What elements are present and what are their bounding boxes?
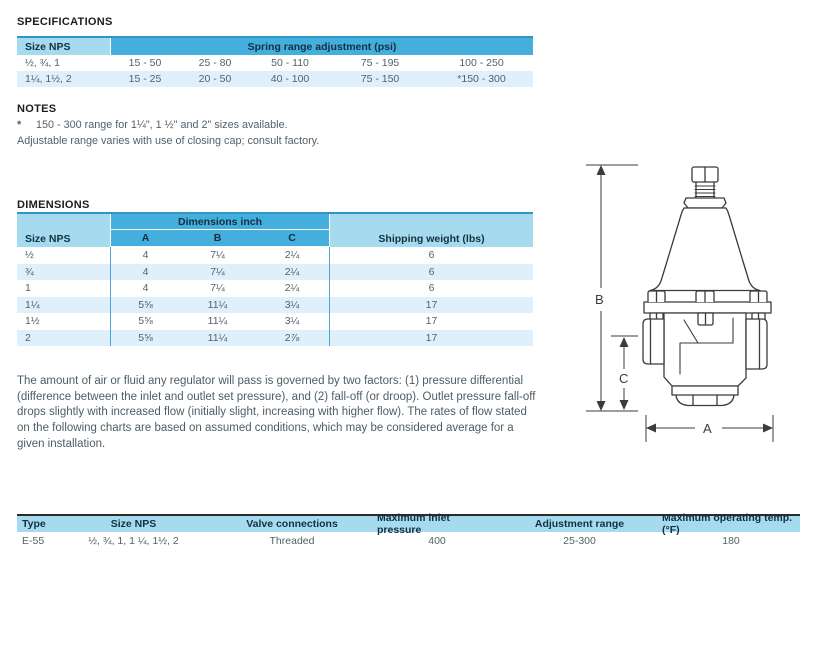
dim-cell-weight: 6 (428, 282, 435, 295)
dim-subheader-b: B (180, 230, 255, 246)
dim-cell-b: 7¼ (210, 265, 225, 278)
note-item (17, 135, 319, 147)
table-row (17, 71, 533, 87)
dim-cell-a: 5⅝ (138, 298, 153, 311)
notes-heading: NOTES (17, 103, 57, 115)
spec-cell-range: *150 - 300 (457, 73, 506, 85)
dim-cell-a: 4 (142, 249, 149, 262)
dimension-label-b: B (595, 292, 604, 307)
table-row (17, 264, 533, 281)
note-text: Adjustable range varies with use of closing cap; consult factory. (17, 135, 320, 147)
model-table (17, 514, 800, 549)
dim-cell-b: 7¼ (210, 249, 225, 262)
dim-cell-c: 3¼ (284, 298, 300, 311)
dim-subheader-c: C (255, 230, 329, 246)
dim-subheader-a: A (111, 230, 180, 246)
dim-cell-c: 2¼ (284, 265, 300, 278)
spec-cell-range: 20 - 50 (198, 73, 232, 85)
dim-cell-a: 5⅝ (138, 315, 153, 328)
dim-cell-weight: 6 (428, 265, 435, 278)
spec-col-size-header: Size NPS (17, 38, 110, 55)
spec-cell-size: ½, ¾, 1 (25, 57, 61, 69)
model-header-adjustment-range: Adjustment range (534, 518, 625, 530)
dim-cell-size: ¾ (25, 265, 34, 278)
dim-cell-c: 2¼ (284, 249, 300, 262)
dim-cell-a: 5⅝ (138, 331, 153, 344)
specifications-header-row (17, 38, 533, 55)
dimensions-header (17, 214, 533, 247)
spec-cell-range: 15 - 50 (128, 57, 162, 69)
valve-dimension-diagram (580, 145, 800, 455)
dimensions-table (17, 212, 533, 346)
dim-cell-size: 1¼ (25, 298, 40, 311)
model-cell-connections: Threaded (269, 534, 315, 547)
dim-cell-size: ½ (25, 249, 34, 262)
spec-span-header: Spring range adjustment (psi) (110, 38, 533, 55)
dimension-label-c: C (619, 371, 629, 386)
dim-group (110, 214, 330, 247)
dim-col-size-header: Size NPS (17, 214, 110, 247)
dimensions-heading: DIMENSIONS (17, 199, 90, 211)
model-header-type: Type (22, 518, 46, 530)
dim-cell-size: 1½ (25, 315, 40, 328)
valve-drawing (643, 167, 771, 406)
model-header-inlet-pressure: Maximum inlet pressure (377, 512, 450, 536)
model-cell-inlet-pressure: 400 (428, 534, 446, 547)
dim-cell-weight: 17 (425, 298, 438, 311)
spec-cell-size: 1¼, 1½, 2 (25, 73, 72, 85)
table-row (17, 297, 533, 314)
dim-cell-b: 11¼ (207, 298, 228, 311)
specifications-heading: SPECIFICATIONS (17, 16, 113, 28)
dim-weight-header: Shipping weight (lbs) (330, 214, 533, 247)
dim-cell-c: 2⅞ (284, 331, 300, 344)
specifications-table (17, 36, 533, 87)
model-header-size: Size NPS (110, 518, 157, 530)
model-cell-type: E-55 (22, 534, 45, 547)
model-cell-max-temp: 180 (722, 534, 740, 547)
dim-cell-size: 2 (25, 331, 31, 344)
dim-group-header: Dimensions inch (111, 214, 329, 230)
dim-cell-c: 2¼ (284, 282, 300, 295)
spec-cell-range: 40 - 100 (270, 73, 310, 85)
note-item (17, 119, 288, 131)
dim-cell-a: 4 (142, 282, 149, 295)
dimension-label-a: A (703, 421, 712, 436)
dim-cell-c: 3¼ (284, 315, 300, 328)
dim-cell-weight: 17 (425, 315, 438, 328)
dim-cell-weight: 17 (425, 331, 438, 344)
dim-cell-a: 4 (142, 265, 149, 278)
dim-cell-b: 11¼ (207, 315, 228, 328)
spec-cell-range: 75 - 150 (360, 73, 400, 85)
note-text: 150 - 300 range for 1¼", 1 ½" and 2" sizes available. (36, 119, 288, 131)
table-row (17, 330, 533, 347)
table-row (17, 313, 533, 330)
spec-cell-range: 15 - 25 (128, 73, 162, 85)
model-header-row (17, 512, 800, 536)
model-header-connections: Valve connections (246, 518, 338, 530)
table-row (17, 532, 800, 549)
spec-cell-range: 75 - 195 (360, 57, 400, 69)
model-cell-adjustment-range: 25-300 (563, 534, 596, 547)
model-header-max-temp: Maximum operating temp. (°F) (662, 512, 793, 536)
spec-cell-range: 25 - 80 (198, 57, 232, 69)
dim-cell-b: 11¼ (207, 331, 228, 344)
table-row (17, 55, 533, 71)
dim-cell-size: 1 (25, 282, 31, 295)
table-row (17, 280, 533, 297)
dim-cell-weight: 6 (428, 249, 435, 262)
model-cell-size: ½, ¾, 1, 1 ¼, 1½, 2 (88, 534, 179, 547)
dim-cell-b: 7¼ (210, 282, 225, 295)
note-bullet: * (17, 119, 22, 131)
spec-cell-range: 50 - 110 (271, 57, 309, 69)
spec-cell-range: 100 - 250 (459, 57, 504, 69)
table-row (17, 247, 533, 264)
body-paragraph: The amount of air or fluid any regulator will pass is governed by two factors: (1) pressure differential (difference between the inlet and outlet set pressure), and (2) fall-off (or droop). Outlet pressure fall-off drops slightly with increased flow (initially slight, increasing with higher flow). The rates of flow stated on the following charts are based on assumed conditions, which may be considered average for a given installation. (17, 375, 536, 450)
